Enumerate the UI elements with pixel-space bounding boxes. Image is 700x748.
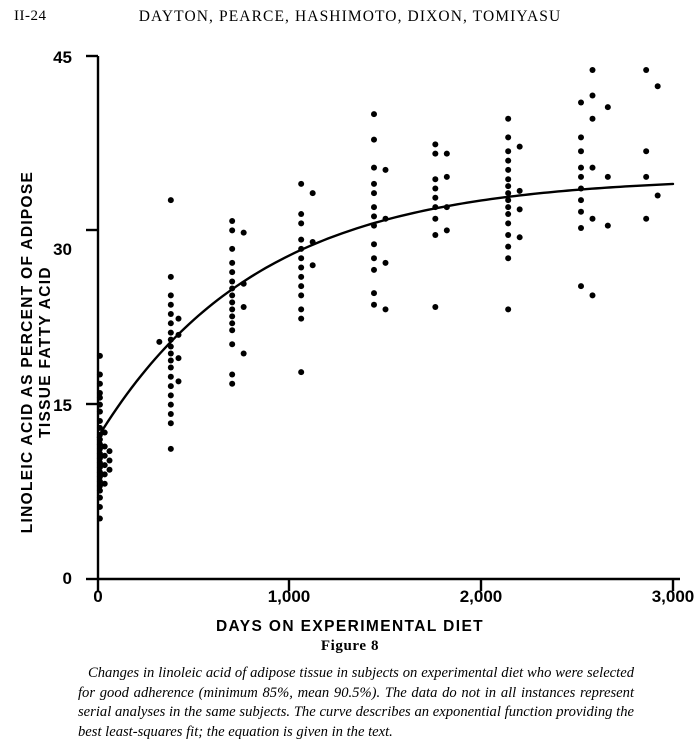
data-point [102, 430, 108, 436]
data-point [590, 93, 596, 99]
data-point [97, 371, 103, 377]
data-point [229, 341, 235, 347]
data-point [229, 371, 235, 377]
data-point [578, 209, 584, 215]
data-point [229, 306, 235, 312]
y-tick-label-0: 0 [62, 569, 72, 588]
data-point [578, 185, 584, 191]
x-tick-label-3000: 3,000 [651, 587, 695, 606]
data-point [432, 232, 438, 238]
data-point [102, 481, 108, 487]
axis-lines [98, 56, 680, 579]
running-head: DAYTON, PEARCE, HASHIMOTO, DIXON, TOMIYASU [138, 8, 562, 25]
data-point [229, 320, 235, 326]
data-point [383, 167, 389, 173]
data-point [229, 313, 235, 319]
data-point [517, 188, 523, 194]
data-point [168, 320, 174, 326]
data-point [505, 197, 511, 203]
data-point [298, 246, 304, 252]
figure-caption: Changes in linoleic acid of adipose tissue in subjects on experimental diet who were selected for good adherence (minimum 85%, mean 90.5%). The data do not in all instances represent serial analyses in the same subjects. The curve describes an exponential function providing the best least-squares fit; the equation is given in the text. [78, 665, 634, 740]
figure-8 [0, 34, 700, 654]
y-tick-label-45: 45 [53, 48, 72, 67]
data-point [643, 148, 649, 154]
data-point [168, 302, 174, 308]
data-point [578, 148, 584, 154]
data-point [590, 292, 596, 298]
data-point [383, 260, 389, 266]
data-point [229, 285, 235, 291]
data-point [371, 255, 377, 261]
data-point [168, 446, 174, 452]
data-point [371, 302, 377, 308]
data-point [505, 204, 511, 210]
data-point [102, 444, 108, 450]
data-point [156, 339, 162, 345]
data-point [298, 283, 304, 289]
folio-number: II-24 [14, 8, 47, 24]
data-point [517, 206, 523, 212]
data-point [444, 151, 450, 157]
data-point [97, 495, 103, 501]
data-point [241, 351, 247, 357]
data-point [168, 364, 174, 370]
data-point [605, 174, 611, 180]
data-point [590, 116, 596, 122]
data-point [168, 337, 174, 343]
data-point [229, 227, 235, 233]
data-point [517, 144, 523, 150]
data-point [298, 292, 304, 298]
data-point [176, 378, 182, 384]
data-point [578, 174, 584, 180]
data-point [97, 488, 103, 494]
data-point [102, 471, 108, 477]
data-point [168, 411, 174, 417]
data-point [241, 281, 247, 287]
data-point [168, 274, 174, 280]
data-point [310, 190, 316, 196]
scatter-plot [0, 34, 700, 654]
data-point [229, 299, 235, 305]
data-point [432, 216, 438, 222]
data-point [298, 255, 304, 261]
data-point [298, 316, 304, 322]
data-point [505, 116, 511, 122]
data-point [432, 204, 438, 210]
data-point [371, 213, 377, 219]
data-point [168, 197, 174, 203]
page-header [0, 8, 700, 30]
data-point [107, 467, 113, 473]
figure-number-label: Figure 8 [320, 638, 380, 654]
data-point [229, 260, 235, 266]
data-point [432, 176, 438, 182]
data-point [578, 197, 584, 203]
data-point [168, 344, 174, 350]
data-point [97, 353, 103, 359]
data-point [505, 232, 511, 238]
data-point [643, 67, 649, 73]
data-point [432, 185, 438, 191]
data-point [176, 355, 182, 361]
data-point [444, 227, 450, 233]
data-point [371, 204, 377, 210]
data-points [97, 67, 661, 522]
data-point [176, 332, 182, 338]
data-point [298, 274, 304, 280]
y-tick-label-30: 30 [53, 240, 72, 259]
data-point [432, 141, 438, 147]
data-point [505, 158, 511, 164]
data-point [505, 134, 511, 140]
data-point [168, 351, 174, 357]
data-point [229, 269, 235, 275]
data-point [97, 402, 103, 408]
data-point [444, 204, 450, 210]
data-point [590, 216, 596, 222]
data-point [97, 395, 103, 401]
data-point [605, 223, 611, 229]
data-point [298, 211, 304, 217]
data-point [371, 223, 377, 229]
data-point [298, 220, 304, 226]
data-point [505, 211, 511, 217]
data-point [590, 67, 596, 73]
data-point [97, 418, 103, 424]
data-point [578, 165, 584, 171]
data-point [310, 262, 316, 268]
data-point [371, 181, 377, 187]
data-point [505, 220, 511, 226]
data-point [168, 292, 174, 298]
x-tick-label-1000: 1,000 [267, 587, 311, 606]
data-point [229, 278, 235, 284]
data-point [432, 304, 438, 310]
data-point [168, 374, 174, 380]
data-point [444, 174, 450, 180]
data-point [578, 99, 584, 105]
data-point [97, 409, 103, 415]
data-point [97, 504, 103, 510]
data-point [432, 151, 438, 157]
data-point [517, 234, 523, 240]
data-point [605, 104, 611, 110]
data-point [383, 306, 389, 312]
data-point [168, 392, 174, 398]
data-point [102, 462, 108, 468]
data-point [578, 225, 584, 231]
data-point [229, 292, 235, 298]
data-point [229, 218, 235, 224]
data-point [505, 244, 511, 250]
data-point [241, 304, 247, 310]
data-point [643, 216, 649, 222]
data-point [168, 383, 174, 389]
data-point [310, 239, 316, 245]
data-point [578, 134, 584, 140]
data-point [107, 448, 113, 454]
data-point [97, 381, 103, 387]
data-point [590, 165, 596, 171]
data-point [655, 192, 661, 198]
data-point [505, 306, 511, 312]
data-point [168, 330, 174, 336]
data-point [241, 230, 247, 236]
data-point [168, 420, 174, 426]
data-point [298, 369, 304, 375]
data-point [371, 290, 377, 296]
data-point [432, 195, 438, 201]
data-point [229, 327, 235, 333]
data-point [371, 190, 377, 196]
data-point [578, 283, 584, 289]
data-point [371, 241, 377, 247]
data-point [97, 425, 103, 431]
data-point [643, 174, 649, 180]
data-point [505, 148, 511, 154]
data-point [655, 83, 661, 89]
x-axis-title: DAYS ON EXPERIMENTAL DIET [215, 618, 485, 635]
data-point [505, 183, 511, 189]
data-point [298, 265, 304, 271]
y-tick-label-15: 15 [53, 396, 72, 415]
data-point [383, 216, 389, 222]
data-point [168, 402, 174, 408]
data-point [229, 381, 235, 387]
data-point [505, 167, 511, 173]
data-point [371, 111, 377, 117]
data-point [505, 255, 511, 261]
data-point [298, 237, 304, 243]
data-point [97, 516, 103, 522]
data-point [371, 165, 377, 171]
data-point [107, 457, 113, 463]
data-point [505, 190, 511, 196]
y-axis-title: LINOLEIC ACID AS PERCENT OF ADIPOSE TISSUE FATTY ACID [19, 170, 54, 534]
data-point [168, 358, 174, 364]
data-point [176, 316, 182, 322]
data-point [505, 176, 511, 182]
x-tick-label-0: 0 [93, 587, 103, 606]
data-point [102, 453, 108, 459]
data-point [371, 267, 377, 273]
data-point [371, 137, 377, 143]
x-tick-label-2000: 2,000 [459, 587, 503, 606]
axis-ticks [86, 56, 673, 591]
data-point [168, 311, 174, 317]
data-point [298, 181, 304, 187]
data-point [229, 246, 235, 252]
data-point [298, 306, 304, 312]
